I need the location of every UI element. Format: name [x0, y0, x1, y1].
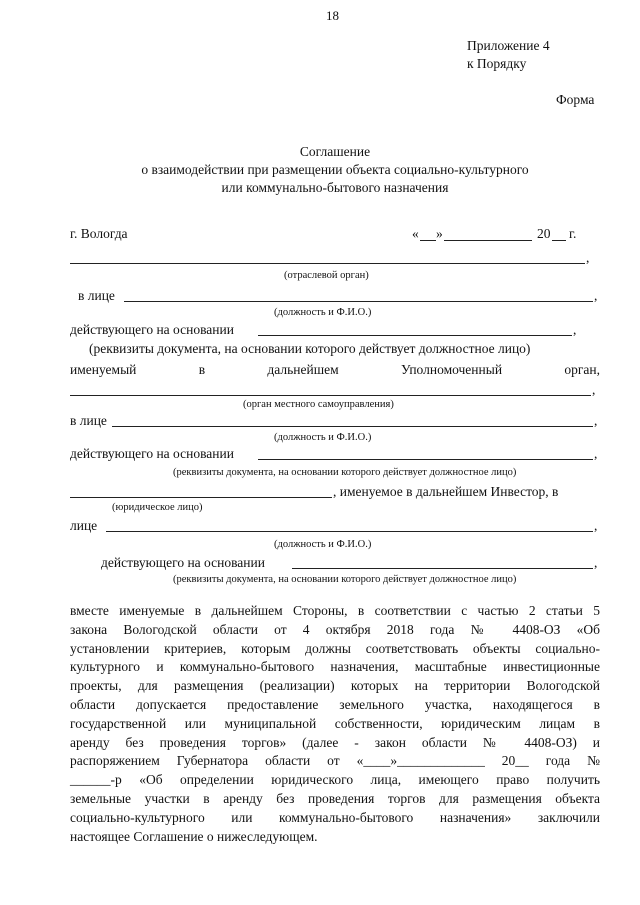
basis-field-1[interactable] — [258, 335, 572, 336]
named-word-5: орган, — [564, 362, 600, 377]
date-close-quote: » — [436, 226, 443, 241]
named-word-3: дальнейшем — [267, 362, 339, 377]
body-line: земельные участки в аренду без проведения торгов для размещения объекта — [70, 790, 600, 806]
date-month-field[interactable] — [444, 240, 532, 241]
person-field-1[interactable] — [124, 301, 593, 302]
body-line: ______-р «Об определении юридического лица, имеющего право получить — [70, 772, 600, 788]
city: г. Вологда — [70, 226, 128, 241]
appendix-line-1: Приложение 4 — [467, 38, 550, 53]
caption-legal-entity: (юридическое лицо) — [112, 502, 203, 513]
basis-field-3[interactable] — [292, 568, 593, 569]
label-in-person: в лице — [78, 288, 115, 303]
named-word-4: Уполномоченный — [400, 362, 503, 377]
named-word-2: в — [198, 362, 206, 377]
date-open-quote: « — [412, 226, 419, 241]
comma: , — [594, 518, 598, 533]
caption-position-name: (должность и Ф.И.О.) — [274, 307, 372, 318]
comma: , — [592, 382, 596, 397]
basis-field-2[interactable] — [258, 459, 593, 460]
caption-doc-requisites: (реквизиты документа, на основании которого действует должностное лицо) — [89, 341, 531, 356]
caption-position-name-3: (должность и Ф.И.О.) — [274, 539, 372, 550]
title-line-2: о взаимодействии при размещении объекта социально-культурного — [141, 162, 529, 177]
title-line-1: Соглашение — [299, 144, 371, 159]
named-line — [70, 362, 600, 378]
comma: , — [594, 555, 598, 570]
label-acting-basis: действующего на основании — [70, 322, 234, 337]
body-line: социально-культурного или коммунально-бытового назначения» заключили — [70, 809, 600, 825]
comma: , — [594, 413, 598, 428]
comma: , — [594, 446, 598, 461]
body-line: проекты, для размещения (реализации) которых на территории Вологодской — [70, 678, 600, 694]
caption-doc-requisites-small: (реквизиты документа, на основании которого действует должностное лицо) — [173, 467, 517, 478]
date-day-field[interactable] — [420, 240, 436, 241]
date-year-prefix: 20 — [537, 226, 551, 241]
body-line: аренду без проведения торгов» (далее - закон области № 4408-ОЗ) и — [70, 734, 600, 750]
form-label: Форма — [556, 92, 595, 107]
industry-body-field[interactable] — [70, 263, 585, 264]
person-field-3[interactable] — [106, 531, 593, 532]
title-line-3: или коммунально-бытового назначения — [221, 180, 449, 195]
caption-position-name-2: (должность и Ф.И.О.) — [274, 432, 372, 443]
body-line: распоряжением Губернатора области от «____»_____________ 20__ года № — [70, 753, 600, 769]
person-field-2[interactable] — [112, 426, 593, 427]
named-word-1: именуемый — [70, 362, 137, 377]
caption-industry-body: (отраслевой орган) — [284, 270, 369, 281]
date-year-field[interactable] — [552, 240, 566, 241]
body-line: государственной или муниципальной собственности, юридическим лицам в — [70, 715, 600, 731]
label-acting-basis-3: действующего на основании — [101, 555, 265, 570]
body-line: установлении критериев, которым должны соответствовать объекты социально- — [70, 640, 600, 656]
body-line: вместе именуемые в дальнейшем Стороны, в соответствии с частью 2 статьи 5 — [70, 603, 600, 618]
body-line: области допускается предоставление земельного участка, находящегося в — [70, 696, 600, 712]
label-acting-basis-2: действующего на основании — [70, 446, 234, 461]
comma: , — [573, 322, 577, 337]
caption-local-gov: (орган местного самоуправления) — [243, 399, 394, 410]
body-line: закона Вологодской области от 4 октября 2018 года № 4408-ОЗ «Об — [70, 621, 600, 637]
comma: , — [586, 250, 590, 265]
label-person: лице — [70, 518, 98, 533]
date-year-suffix: г. — [569, 226, 577, 241]
body-line: культурного и коммунально-бытового назначения, масштабные инвестиционные — [70, 659, 600, 675]
caption-doc-requisites-small-2: (реквизиты документа, на основании которого действует должностное лицо) — [173, 574, 517, 585]
page-number: 18 — [326, 8, 339, 23]
legal-entity-field[interactable] — [70, 497, 332, 498]
appendix-line-2: к Порядку — [467, 56, 527, 71]
investor-label: , именуемое в дальнейшем Инвестор, в — [333, 484, 559, 499]
comma: , — [594, 288, 598, 303]
body-line: настоящее Соглашение о нижеследующем. — [70, 828, 318, 844]
label-in-person-2: в лице — [70, 413, 107, 428]
local-gov-field[interactable] — [70, 395, 591, 396]
body-paragraph — [70, 602, 600, 846]
